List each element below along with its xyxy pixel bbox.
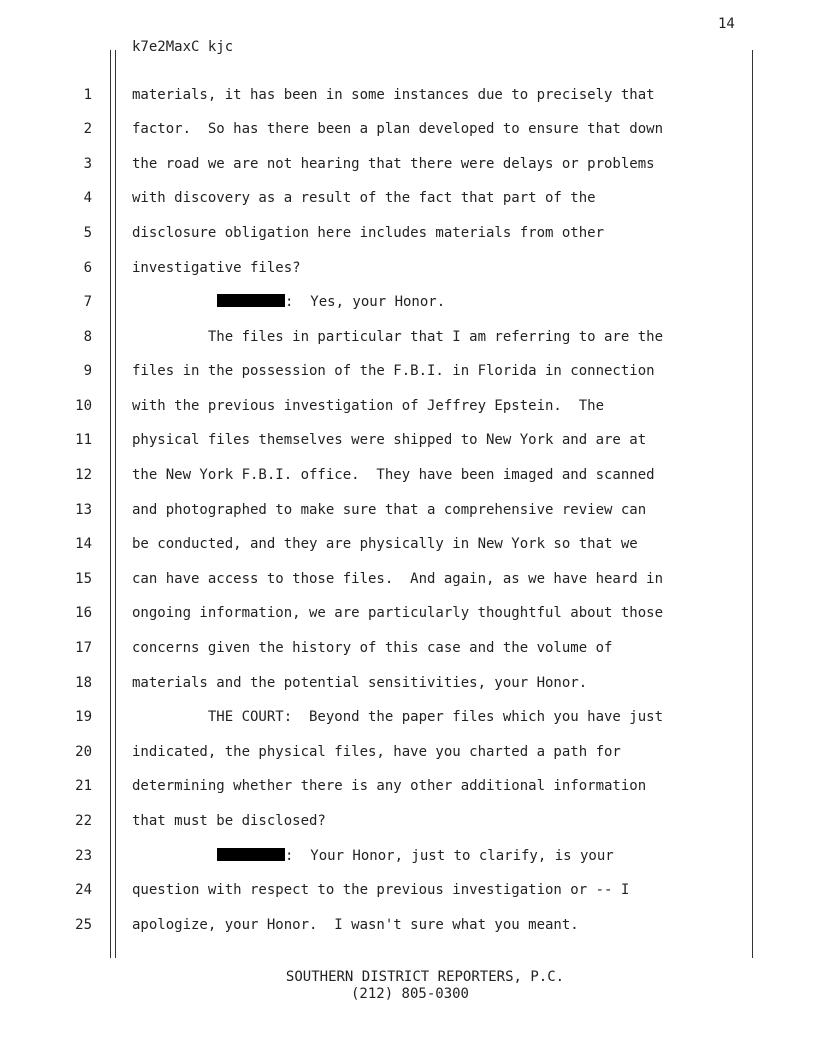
line-number: 6 <box>83 260 92 276</box>
line-number: 12 <box>75 467 92 483</box>
transcript-line: factor. So has there been a plan developed to ensure that down <box>132 121 664 137</box>
line-number: 10 <box>75 398 92 414</box>
line-number: 9 <box>83 363 92 379</box>
line-number: 7 <box>83 294 92 310</box>
line-number: 16 <box>75 605 92 621</box>
transcript-line: materials, it has been in some instances due to precisely that <box>132 87 655 103</box>
transcript-line: ongoing information, we are particularly thoughtful about those <box>132 605 664 621</box>
line-number: 23 <box>75 848 92 864</box>
transcript-line: apologize, your Honor. I wasn't sure what you meant. <box>132 917 579 933</box>
line-number: 3 <box>83 156 92 172</box>
transcript-line: investigative files? <box>132 260 301 276</box>
right-margin-rule <box>752 50 753 958</box>
speaker-statement: : Your Honor, just to clarify, is your <box>285 848 614 864</box>
transcript-line: THE COURT: Beyond the paper files which you have just <box>132 709 664 725</box>
transcript-line-speaker <box>217 294 445 310</box>
transcript-line: indicated, the physical files, have you charted a path for <box>132 744 621 760</box>
line-number: 13 <box>75 502 92 518</box>
line-number: 24 <box>75 882 92 898</box>
line-number: 14 <box>75 536 92 552</box>
transcript-line: with discovery as a result of the fact that part of the <box>132 190 596 206</box>
line-number: 1 <box>83 87 92 103</box>
transcript-line: determining whether there is any other additional information <box>132 778 647 794</box>
left-margin-rule-outer <box>110 50 111 958</box>
line-number: 4 <box>83 190 92 206</box>
transcript-line-speaker <box>217 848 614 864</box>
line-number: 8 <box>83 329 92 345</box>
footer-phone: (212) 805-0300 <box>350 986 469 1002</box>
transcript-line: with the previous investigation of Jeffrey Epstein. The <box>132 398 605 414</box>
transcript-line: be conducted, and they are physically in New York so that we <box>132 536 638 552</box>
redacted-speaker-name <box>217 848 285 861</box>
transcript-line: files in the possession of the F.B.I. in Florida in connection <box>132 363 655 379</box>
line-number: 17 <box>75 640 92 656</box>
redacted-speaker-name <box>217 294 285 307</box>
transcript-line: question with respect to the previous investigation or -- I <box>132 882 630 898</box>
transcript-line: the road we are not hearing that there were delays or problems <box>132 156 655 172</box>
transcript-line: The files in particular that I am referring to are the <box>132 329 664 345</box>
left-margin-rule-inner <box>115 50 116 958</box>
transcript-line: physical files themselves were shipped to New York and are at <box>132 432 647 448</box>
line-number: 2 <box>83 121 92 137</box>
transcript-line: that must be disclosed? <box>132 813 326 829</box>
transcript-line: and photographed to make sure that a comprehensive review can <box>132 502 647 518</box>
transcript-line: can have access to those files. And again, as we have heard in <box>132 571 664 587</box>
line-number: 5 <box>83 225 92 241</box>
line-number: 21 <box>75 778 92 794</box>
page-number: 14 <box>718 16 735 32</box>
line-number: 25 <box>75 917 92 933</box>
footer-reporter-name: SOUTHERN DISTRICT REPORTERS, P.C. <box>285 969 565 985</box>
line-number: 20 <box>75 744 92 760</box>
transcript-line: disclosure obligation here includes materials from other <box>132 225 605 241</box>
transcript-line: materials and the potential sensitivities, your Honor. <box>132 675 588 691</box>
line-number: 18 <box>75 675 92 691</box>
line-number: 22 <box>75 813 92 829</box>
line-number: 15 <box>75 571 92 587</box>
transcript-line: concerns given the history of this case and the volume of <box>132 640 613 656</box>
line-number: 19 <box>75 709 92 725</box>
line-number: 11 <box>75 432 92 448</box>
transcript-line: the New York F.B.I. office. They have been imaged and scanned <box>132 467 655 483</box>
header-code: k7e2MaxC kjc <box>132 39 234 55</box>
speaker-statement: : Yes, your Honor. <box>285 294 446 310</box>
